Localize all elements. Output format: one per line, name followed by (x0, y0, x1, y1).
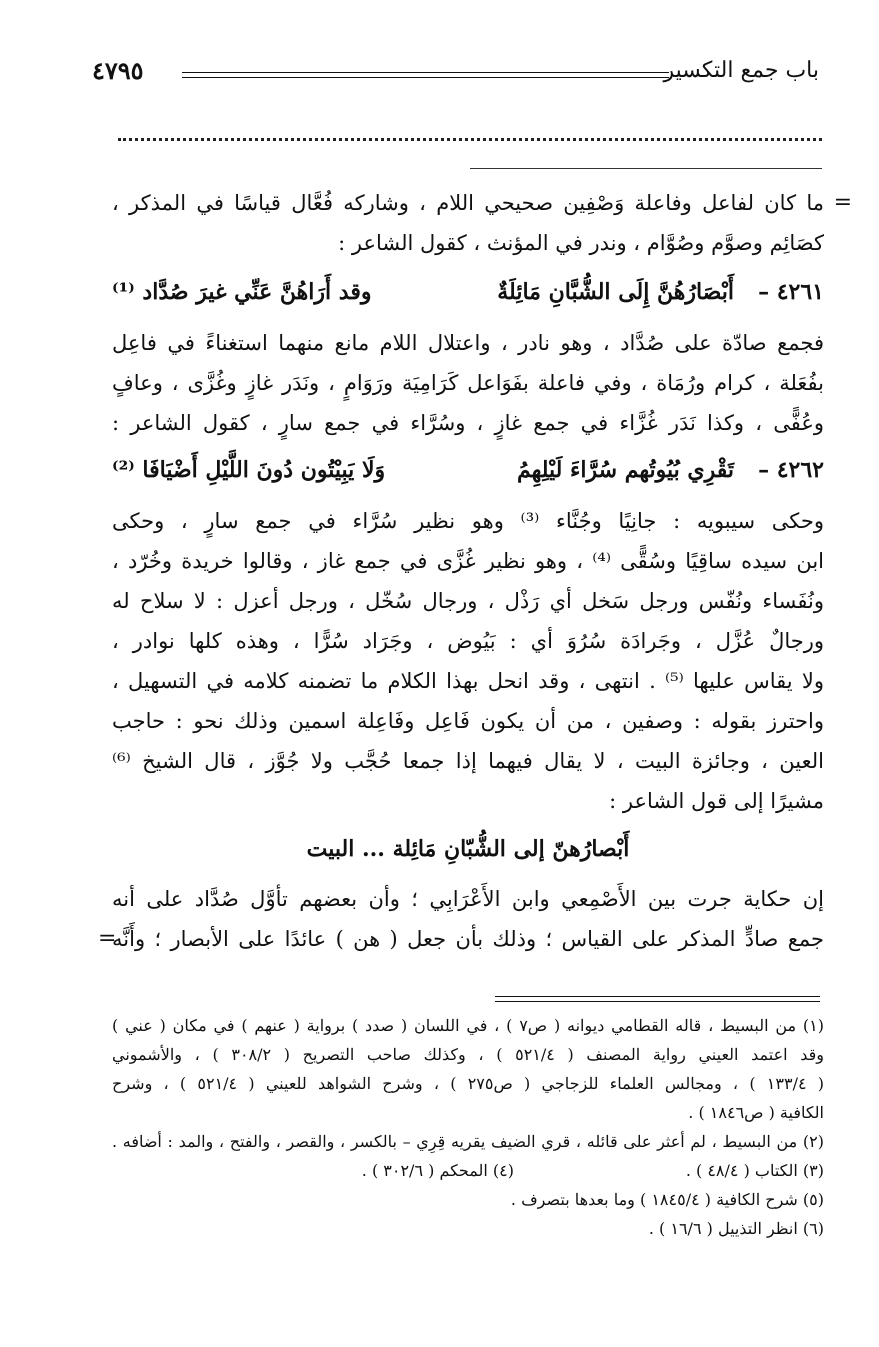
footnote-line: ( ١٣٣/٤ ) ، ومجالس العلماء للزجاجي ( ص٢٧٥ ) ، وشرح الشواهد للعيني ( ٥٢١/٤ ) ، وشرح (112, 1074, 825, 1093)
footnote-6: (٦) انظر التذييل ( ١٦/٦ ) . (648, 1219, 824, 1238)
text-line: إن حكاية جرت بين الأَصْمِعي وابن الأَعْرَابِي ؛ وأن بعضهم تأوَّل صُدَّاد على أنه (112, 887, 824, 911)
footnote-line: الكافية ( ص١٨٤٦ ) . (688, 1103, 824, 1122)
text-line: كصَائِم وصوَّم وصُوَّام ، وندر في المؤنث ، كقول الشاعر : (338, 231, 824, 255)
footnote-line: (٢) من البسيط ، لم أعثر على قائله ، قري الضيف يقريه قِرِي – بالكسر ، والقصر ، والفتح ، والمد : أضافه . (112, 1132, 824, 1151)
continuation-mark: = (98, 926, 117, 951)
text-line: ورجالٌ عُزَّل ، وجَرادَة سُرُوَ أي : بَيُوض ، وجَرَاد سُرًّا ، وهذه كلها نوادر ، (112, 629, 824, 653)
chapter-title: باب جمع التكسير (663, 58, 819, 83)
text-line: فجمع صادّة على صُدَّاد ، وهو نادر ، واعتلال اللام مانع منهما استغناءً في فاعِل (112, 331, 824, 355)
text-line: مشيرًا إلى قول الشاعر : (609, 789, 824, 813)
quoted-verse: أَبْصارُهنّ إلى الشُّبّانِ مَائِلة ... البيت (306, 836, 630, 862)
verse-4261 (112, 274, 824, 310)
text-line: وعُفًّى ، وكذا نَدَر غُزَّاء في جمع غازٍ ، وسُرَّاء في جمع سارٍ ، كقول الشاعر : (112, 411, 824, 435)
footnote-5: (٥) شرح الكافية ( ١٨٤٥/٤ ) وما بعدها بتصرف . (510, 1190, 824, 1209)
dotted-separator (118, 118, 822, 141)
verse-4262 (112, 452, 824, 488)
verse-number: ٤٢٦١ – (758, 279, 824, 305)
verse-hemistich: وَلَا يَبِيْتُون دُونَ اللَّيْلِ أَضْيَافَا ⁽²⁾ (112, 457, 386, 483)
text-line: بفُعَلة ، كرام ورُمَاة ، وفي فاعلة بفَوَاعل كَرَامِيَة ورَوَامٍ ، ونَدَر غازٍ وغُزَّى ، وعافٍ (112, 371, 824, 395)
running-header (92, 58, 819, 92)
verse-hemistich: وقد أَرَاهُنَّ عَنِّي غيرَ صُدَّاد ⁽¹⁾ (112, 279, 372, 305)
footnote-4: (٤) المحكم ( ٣٠٢/٦ ) . (361, 1161, 514, 1180)
text-line: جمع صادٍّ المذكر على القياس ؛ وذلك بأن جعل ( هن ) عائدًا على الأبصار ؛ وأَنَّه = (112, 922, 824, 956)
text-line: وحكى سيبويه : جانِيًا وجُنَّاء ⁽³⁾ وهو نظير سُرَّاء في جمع سارٍ ، وحكى (112, 509, 824, 533)
footnote-rule (495, 996, 820, 1002)
text-line: ونُفَساء ونُفّس ورجل سَخل أي رَذْل ، ورجال سُخّل ، ورجل أعزل : لا سلاح له (112, 589, 824, 613)
footnote-line: وقد اعتمد العيني رواية المصنف ( ٥٢١/٤ ) ، وكذلك صاحب التصريح ( ٣٠٨/٢ ) ، والأشموني (112, 1045, 825, 1064)
page-number: ٤٧٩٥ (92, 56, 144, 85)
footnote-3: (٣) الكتاب ( ٤٨/٤ ) . (685, 1161, 824, 1180)
text-line: ولا يقاس عليها ⁽⁵⁾ . انتهى ، وقد انحل بهذا الكلام ما تضمنه كلامه في التسهيل ، (112, 669, 824, 693)
text-line: العين ، وجائزة البيت ، لا يقال فيهما إذا جمعا حُجَّب ولا جُوَّز ، قال الشيخ ⁽⁶⁾ (112, 749, 824, 773)
text-line: واحترز بقوله : وصفين ، من أن يكون فَاعِل وفَاعِلة اسمين وذلك نحو : حاجب (112, 709, 824, 733)
verse-hemistich: أَبْصَارُهُنَّ إِلَى الشُّبَّانِ مَائِلَةٌ (497, 279, 734, 305)
text-line: ابن سيده ساقِيًا وسُقًّى ⁽⁴⁾ ، وهو نظير غُزَّى في جمع غاز ، وقالوا خريدة وخُرّد ، (112, 549, 824, 573)
verse-number: ٤٢٦٢ – (758, 457, 824, 483)
header-rule (182, 72, 669, 78)
footnote-pair (112, 1157, 824, 1185)
verse-hemistich: تَقْرِي بُيُوتُهم سُرَّاءَ لَيْلِهِمُ (516, 457, 734, 483)
footnote-line: (١) من البسيط ، قاله القطامي ديوانه ( ص٧ ) ، في اللسان ( صدد ) برواية ( عنهم ) في مكان ( عني ) (112, 1016, 824, 1035)
continuation-mark: = (833, 190, 852, 215)
section-rule (470, 168, 822, 169)
text-line: = ما كان لفاعل وفاعلة وَصْفِين صحيحي اللام ، وشاركه فُعَّال قياسًا في المذكر ، (112, 186, 824, 220)
